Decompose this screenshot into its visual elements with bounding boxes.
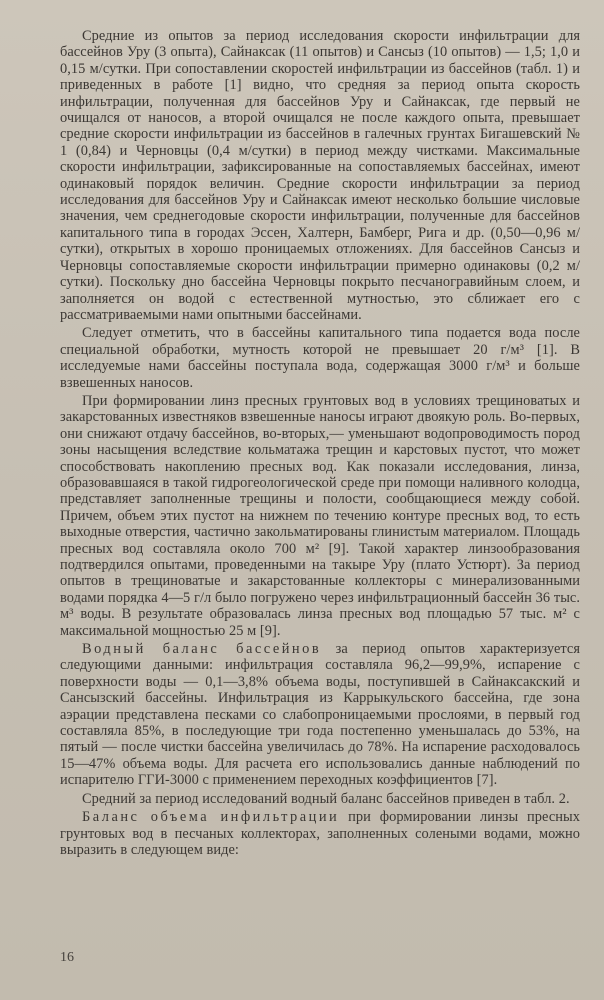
- paragraph-text: При формировании линз пресных грунтовых вод в условиях трещиноватых и закарстованных известняков взвешенные наносы играют двоякую роль. Во-первых, они снижают отдачу бассейнов, во-вторых,— уменьшают водопроводимость пород зоны насыщения вследствие кольматажа трещин и карстовых пустот, что может способствовать накоплению пресных вод. Как показали исследования, линза, образовавшаяся в такой гидрогеологической среде при помощи наливного колодца, представляет заполненные трещины и полости, сообщающиеся между собой. Причем, объем этих пустот на нижнем по течению контуре пресных вод, то есть выходные отверстия, частично закольматированы глинистым материалом. Площадь пресных вод составляла около 700 м² [9]. Такой характер линзообразования подтвердился опытами, проведенными на такыре Уру (плато Устюрт). За период опытов в трещиноватые и закарстованные коллекторы с минерализованными водами порядка 4—5 г/л было погружено через инфильтрационный бассейн 36 тыс. м³ воды. В результате образовалась линза пресных вод площадью 57 тыс. м² с максимальной мощностью 25 м [9].: [60, 392, 580, 639]
- paragraph-table-reference: [60, 791, 580, 807]
- paragraph-water-balance: [60, 641, 580, 789]
- paragraph-lens-formation: [60, 393, 580, 639]
- paragraph-text: Средние из опытов за период исследования скорости инфильтрации для бассейнов Уру (3 опыта), Сайнаксак (11 опытов) и Сансыз (10 опытов) — 1,5; 1,0 и 0,15 м/сутки. При сопоставлении скоростей инфильтрации из бассейнов (табл. 1) и приведенных в работе [1] видно, что средняя за период опыта скорость инфильтрации, полученная для бассейнов Уру и Сайнаксак, где первый не очищался от наносов, а второй очищался не после каждого опыта, превышает средние скорости инфильтрации из бассейнов в галечных грунтах Бигашевский № 1 (0,84) и Черновцы (0,4 м/сутки) в период между чистками. Максимальные скорости инфильтрации, зафиксированные на сопоставляемых бассейнах, имеют одинаковый порядок величин. Средние скорости инфильтрации за период исследования для бассейнов Уру и Сайнаксак имеют несколько большие числовые значения, чем среднегодовые скорости инфильтрации, полученные для бассейнов капитального типа в городах Эссен, Халтерн, Бамберг, Рига и др. (0,50—0,96 м/сутки), открытых в хорошо проницаемых отложениях. Для бассейнов Сансыз и Черновцы сопоставляемые скорости инфильтрации примерно одинаковы (0,2 м/сутки). Поскольку дно бассейна Черновцы покрыто песчаногравийным слоем, и заполняется он водой с естественной мутностью, это сближает его с рассматриваемыми нами опытными бассейнами.: [60, 28, 580, 323]
- paragraph-text: Следует отметить, что в бассейны капитального типа подается вода после специальной обработки, мутность которой не превышает 20 г/м³ [1]. В исследуемые нами бассейны поступала вода, содержащая 3000 г/м³ и больше взвешенных наносов.: [60, 325, 580, 391]
- page-number: 16: [60, 950, 74, 965]
- paragraph-water-treatment: [60, 325, 580, 391]
- paragraph-text: Средний за период исследований водный баланс бассейнов приведен в табл. 2.: [82, 790, 570, 807]
- paragraph-infiltration-balance: [60, 809, 580, 858]
- paragraph-text: за период опытов характеризуется следующими данными: инфильтрация составляла 96,2—99,9%, испарение с поверхности воды — 0,1—3,8% объема воды, поступившей в Сайнаксакский и Сансызский бассейны. Инфильтрация из Каррыкульского бассейна, где зона аэрации представлена песками со слабопроницаемыми прослоями, в первый год составляла 85%, в последующие три года постепенно уменьшалась до 53%, на пятый — после чистки бассейна увеличилась до 78%. На испарение расходовалось 15—47% объема воды. Для расчета его использовались данные наблюдений по испарителю ГГИ-3000 с применением переходных коэффициентов [7].: [60, 641, 581, 789]
- paragraph-text: при формировании линзы пресных грунтовых вод в песчаных коллекторах, заполненных солеными водами, можно выразить в следующем виде:: [60, 809, 580, 858]
- paragraph-lead-term: Водный баланс бассейнов: [82, 641, 322, 658]
- paragraph-infiltration-rates: [60, 28, 580, 323]
- paragraph-lead-term: Баланс объема инфильтрации: [82, 809, 340, 826]
- page-body: [60, 28, 580, 983]
